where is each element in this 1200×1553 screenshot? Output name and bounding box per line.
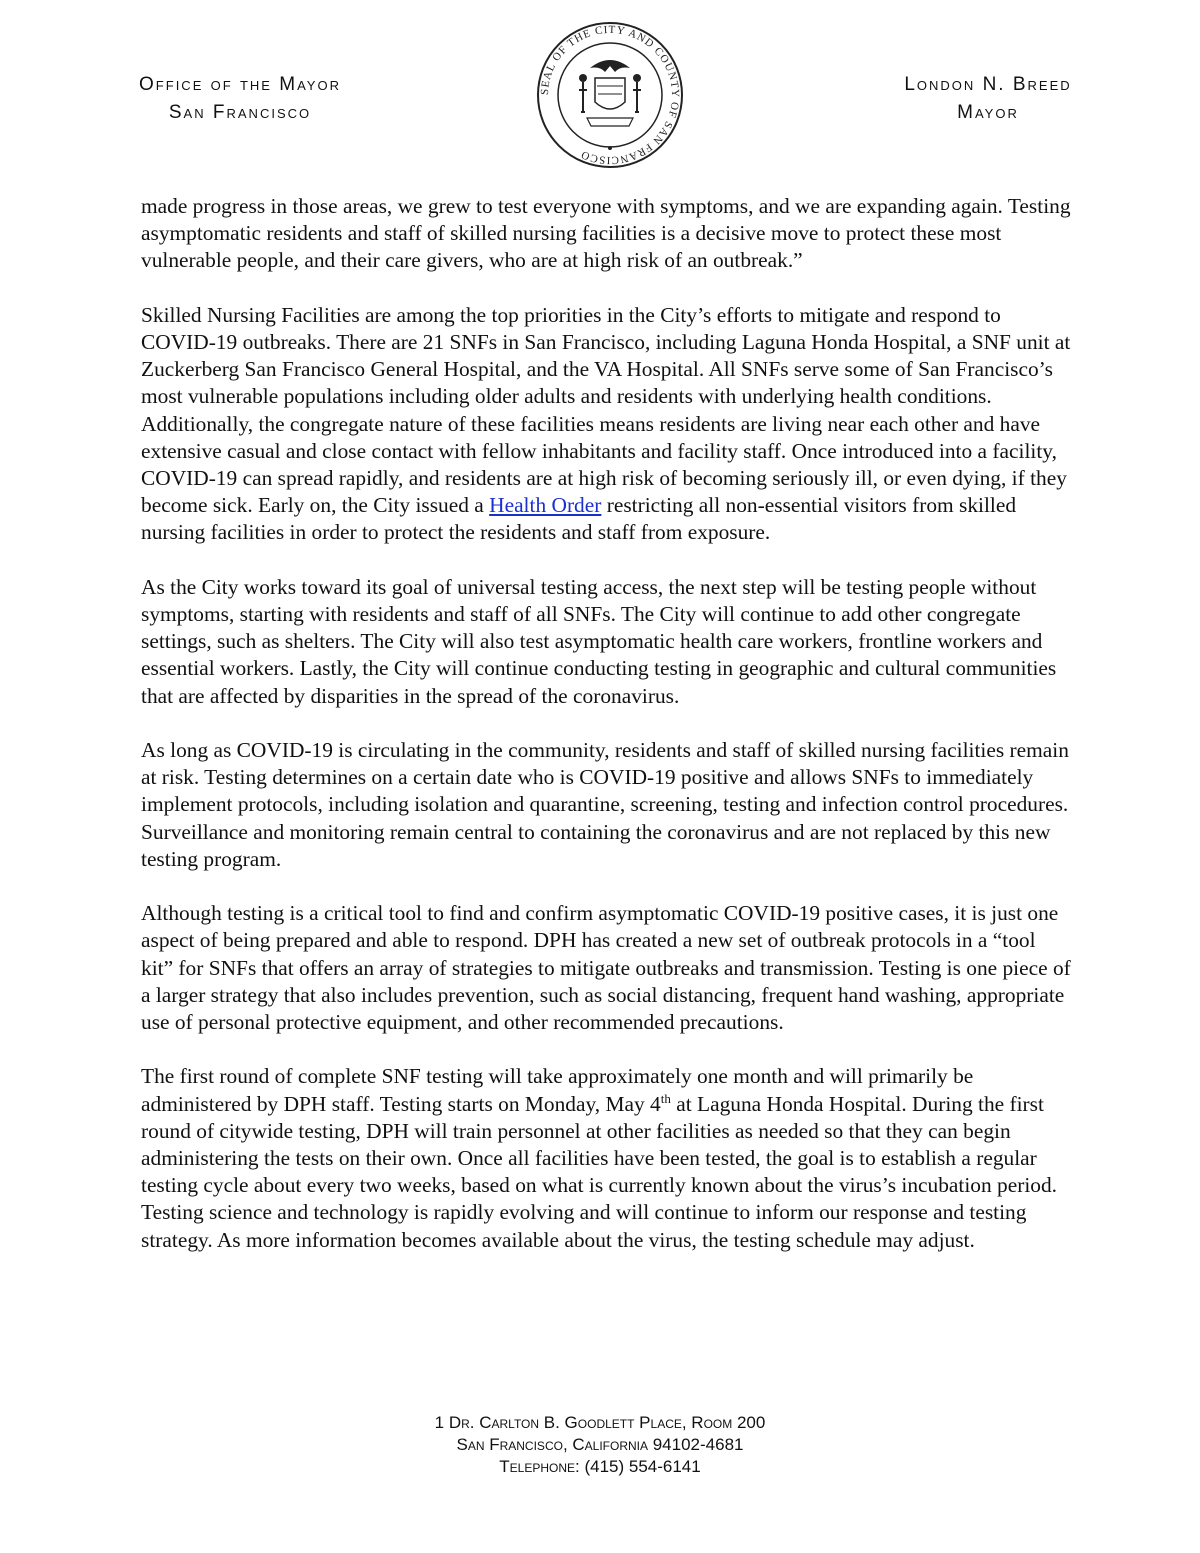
paragraph-1: made progress in those areas, we grew to test everyone with symptoms, and we are expanding again. Testing asymptomatic residents and staff of skilled nursing facilities is a decisive move to protect these most vulnerable people, and their care givers, who are at high risk of an outbreak.” [141, 194, 1071, 273]
mayor-header [868, 71, 1108, 127]
mayor-title: Mayor [957, 102, 1019, 123]
letter-body [141, 193, 1071, 1281]
office-city: San Francisco [168, 102, 312, 123]
footer-address: 1 Dr. Carlton B. Goodlett Place, Room 200 [434, 1413, 766, 1432]
mayor-name: London N. Breed [904, 74, 1072, 95]
office-header [105, 71, 375, 127]
paragraph-2-text-b: restricting all non-essential visitors from skilled nursing facilities in order to protect the residents and staff from exposure. [141, 493, 1017, 545]
health-order-link[interactable]: Health Order [489, 493, 602, 518]
address-footer [300, 1412, 900, 1478]
seal-text: SEAL OF THE CITY AND COUNTY OF SAN FRANCISCO [538, 23, 682, 167]
paragraph-2-text-a: Skilled Nursing Facilities are among the top priorities in the City’s efforts to mitigate and respond to COVID-19 outbreaks. There are 21 SNFs in San Francisco, including Laguna Honda Hospital, a SNF unit at Zuckerberg San Francisco General Hospital, and the VA Hospital. All SNFs serve some of San Francisco’s most vulnerable populations including older adults and residents with underlying health conditions. Additionally, the congregate nature of these facilities means residents are living near each other and have extensive casual and close contact with fellow inhabitants and facility staff. Once introduced into a facility, COVID-19 can spread rapidly, and residents are at high risk of becoming seriously ill, or even dying, if they become sick. Early on, the City issued a [141, 302, 1071, 518]
paragraph-4: As long as COVID-19 is circulating in the community, residents and staff of skilled nursing facilities remain at risk. Testing determines on a certain date who is COVID-19 positive and allows SNFs to immediately implement protocols, including isolation and quarantine, screening, testing and infection control procedures. Surveillance and monitoring remain central to containing the coronavirus and are not replaced by this new testing program. [141, 738, 1069, 871]
paragraph-6 [141, 1063, 1071, 1253]
city-seal-icon [535, 20, 685, 170]
paragraph-6-text-b: at Laguna Honda Hospital. During the first round of citywide testing, DPH will train personnel at other facilities as needed so that they can begin administering the tests on their own. Once all facilities have been tested, the goal is to establish a regular testing cycle about every two weeks, based on what is currently known about the virus’s incubation period. Testing science and technology is rapidly evolving and will continue to inform our response and testing strategy. As more information becomes available about the virus, the testing schedule may adjust. [141, 1091, 1058, 1252]
ordinal-suffix: th [660, 1090, 671, 1106]
paragraph-5: Although testing is a critical tool to find and confirm asymptomatic COVID-19 positive cases, it is just one aspect of being prepared and able to respond. DPH has created a new set of outbreak protocols in a “tool kit” for SNFs that offers an array of strategies to mitigate outbreaks and transmission. Testing is one piece of a larger strategy that also includes prevention, such as social distancing, frequent hand washing, appropriate use of personal protective equipment, and other recommended precautions. [141, 901, 1071, 1035]
paragraph-2 [141, 302, 1071, 547]
office-title: Office of the Mayor [139, 74, 341, 95]
footer-city: San Francisco, California 94102-4681 [456, 1435, 744, 1454]
paragraph-3: As the City works toward its goal of universal testing access, the next step will be testing people without symptoms, starting with residents and staff of all SNFs. The City will continue to add other congregate settings, such as shelters. The City will also test asymptomatic health care workers, frontline workers and essential workers. Lastly, the City will continue conducting testing in geographic and cultural communities that are affected by disparities in the spread of the coronavirus. [141, 574, 1057, 708]
paragraph-6-text-a: The first round of complete SNF testing will take approximately one month and will primarily be administered by DPH staff. Testing starts on Monday, May 4 [141, 1064, 974, 1116]
footer-telephone: Telephone: (415) 554-6141 [499, 1457, 701, 1476]
